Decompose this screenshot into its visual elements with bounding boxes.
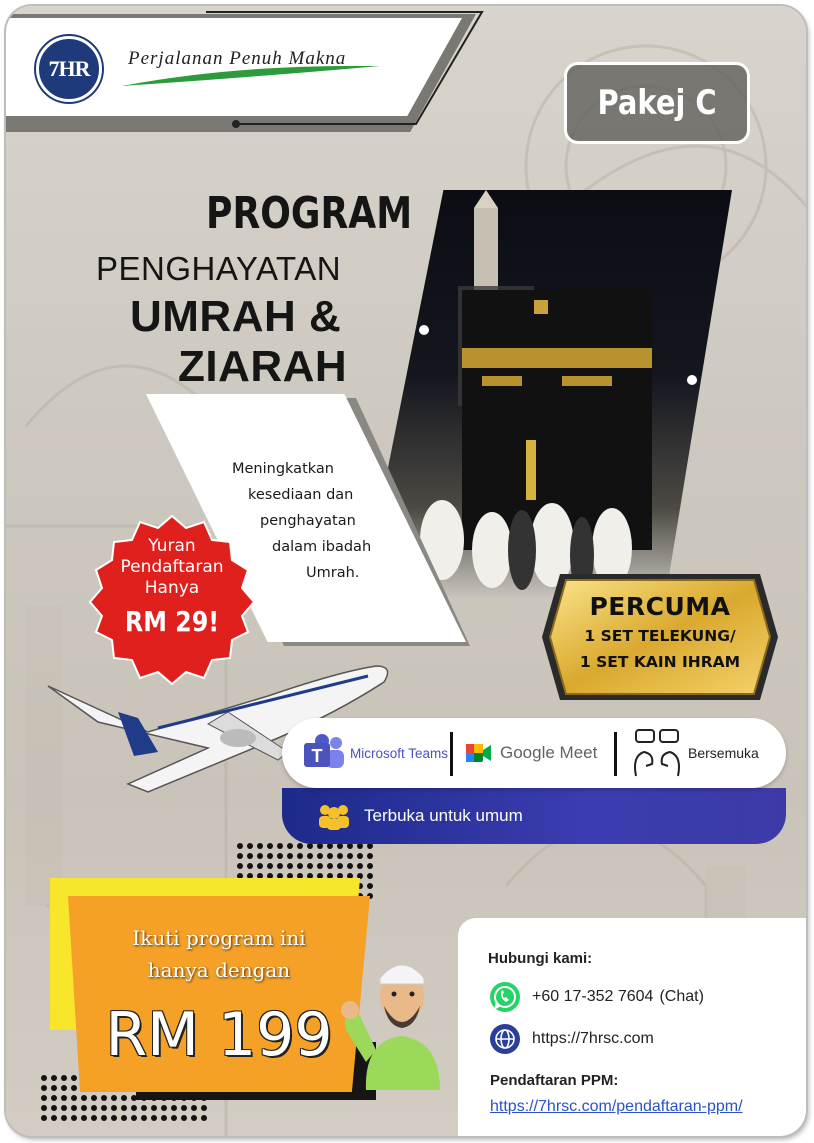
program-price: RM 199	[105, 1000, 333, 1070]
price-intro	[68, 922, 370, 986]
contact-panel	[458, 918, 806, 1136]
green-swoosh	[118, 62, 388, 92]
contact-website-row[interactable]	[488, 1022, 654, 1056]
logo-text: 7HR	[48, 56, 90, 81]
website-url: https://7hrsc.com	[532, 1030, 654, 1047]
package-label: Pakej C	[597, 83, 717, 123]
free-headline: PERCUMA	[589, 592, 731, 621]
free-line: 1 SET TELEKUNG/	[584, 627, 736, 645]
whatsapp-icon	[488, 980, 522, 1014]
contact-phone-row[interactable]	[488, 980, 704, 1014]
seal-line: Hanya	[144, 578, 200, 598]
title-umrah: UMRAH &	[130, 292, 342, 341]
seal-line: Pendaftaran	[120, 557, 224, 577]
open-to-public-label: Terbuka untuk umum	[364, 806, 523, 825]
description-line: Umrah.	[306, 565, 360, 581]
package-badge	[564, 62, 750, 144]
price-line: hanya dengan	[147, 958, 291, 982]
meet-label: Google Meet	[500, 743, 598, 762]
google-meet-icon	[466, 742, 492, 764]
phone-number: +60 17-352 7604	[532, 988, 654, 1005]
title-ziarah: ZIARAH	[178, 342, 348, 391]
microsoft-teams-icon	[302, 733, 346, 773]
description-line: kesediaan dan	[248, 487, 354, 503]
company-logo	[36, 36, 102, 102]
seal-line: Yuran	[148, 536, 196, 556]
description-line: dalam ibadah	[272, 539, 372, 555]
people-group-icon	[316, 802, 352, 830]
platform-teams	[302, 718, 448, 788]
registration-fee	[86, 536, 258, 638]
registration-link[interactable]: https://7hrsc.com/pendaftaran-ppm/	[490, 1098, 743, 1115]
description-line: Meningkatkan	[232, 461, 334, 477]
contact-heading: Hubungi kami:	[488, 950, 593, 967]
teams-label: Microsoft Teams	[350, 745, 449, 761]
platform-inperson	[630, 718, 759, 788]
free-line: 1 SET KAIN IHRAM	[579, 653, 741, 671]
platform-bar	[282, 718, 786, 788]
svg-text:T: T	[311, 746, 323, 766]
face-to-face-icon	[630, 728, 684, 778]
phone-note: (Chat)	[659, 988, 704, 1005]
separator	[450, 732, 453, 776]
poster-card	[6, 6, 806, 1136]
inperson-label: Bersemuka	[688, 745, 759, 761]
registration-heading: Pendaftaran PPM:	[490, 1072, 619, 1089]
mascot-character-icon	[336, 950, 466, 1090]
description-line: penghayatan	[260, 513, 356, 529]
separator	[614, 732, 617, 776]
registration-price: RM 29!	[124, 605, 220, 638]
price-line: Ikuti program ini	[132, 926, 306, 950]
tagline: Perjalanan Penuh Makna	[128, 48, 347, 69]
open-to-public-bar	[282, 788, 786, 844]
platform-meet	[466, 718, 597, 788]
free-gift-text	[540, 592, 780, 673]
globe-icon	[488, 1022, 522, 1056]
title-program: PROGRAM	[206, 188, 413, 239]
title-penghayatan: PENGHAYATAN	[96, 250, 342, 287]
